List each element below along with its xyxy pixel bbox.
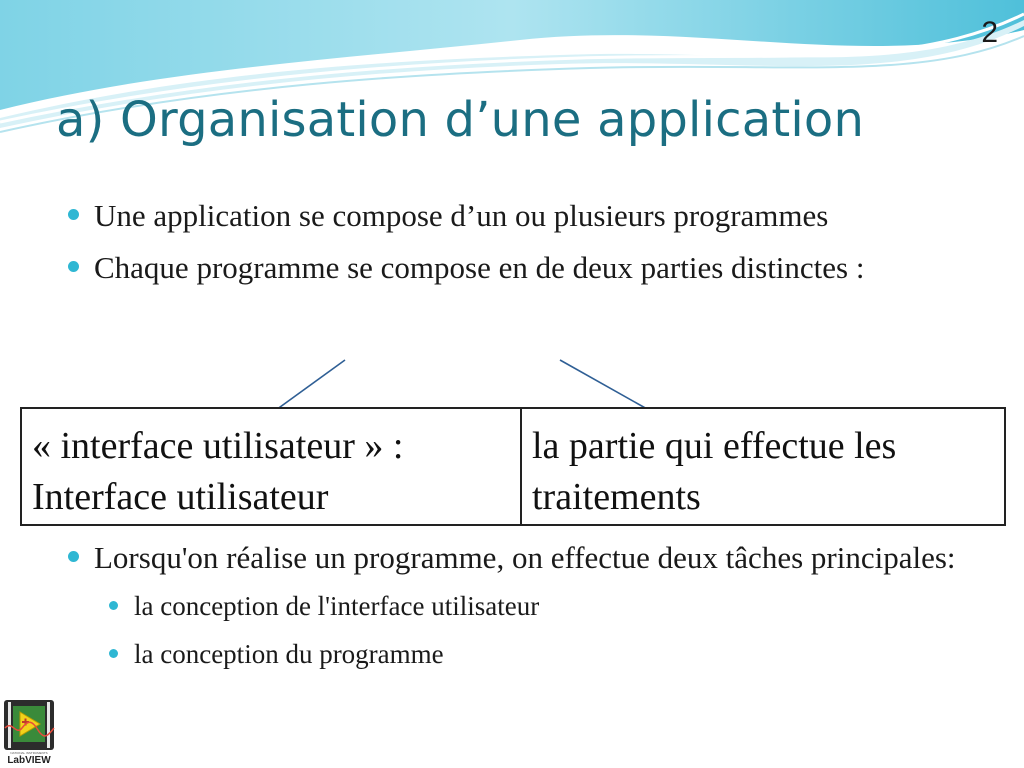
bullet-item [62,536,962,579]
bullet-icon [68,551,79,562]
header-wave-decoration [0,0,1024,180]
parts-table [20,407,1006,526]
sub-bullet-item [62,588,962,624]
table-cell-interface: « interface utilisateur » : Interface utilisateur [22,409,522,524]
sub-bullet-icon [109,649,118,658]
logo-text: LabVIEW [7,755,51,766]
bullet-item [62,194,962,237]
slide-title: a) Organisation d’une application [56,92,865,148]
sub-bullet-icon [109,601,118,610]
bullet-text: Chaque programme se compose en de deux parties distinctes : [94,250,865,285]
sub-bullet-text: la conception de l'interface utilisateur [134,591,540,621]
labview-logo [2,698,56,766]
bullet-icon [68,261,79,272]
svg-text:NATIONAL INSTRUMENTS: NATIONAL INSTRUMENTS [10,751,48,755]
bullet-text: Une application se compose d’un ou plusieurs programmes [94,198,829,233]
sub-bullet-text: la conception du programme [134,639,444,669]
bullet-icon [68,209,79,220]
bullet-text: Lorsqu'on réalise un programme, on effectue deux tâches principales: [94,540,956,575]
sub-bullet-item [62,636,962,672]
slide-number: 2 [981,16,998,49]
top-bullet-list [62,194,962,298]
bullet-item [62,246,962,289]
table-cell-processing: la partie qui effectue les traitements [532,425,897,518]
bottom-bullet-list [62,536,962,684]
